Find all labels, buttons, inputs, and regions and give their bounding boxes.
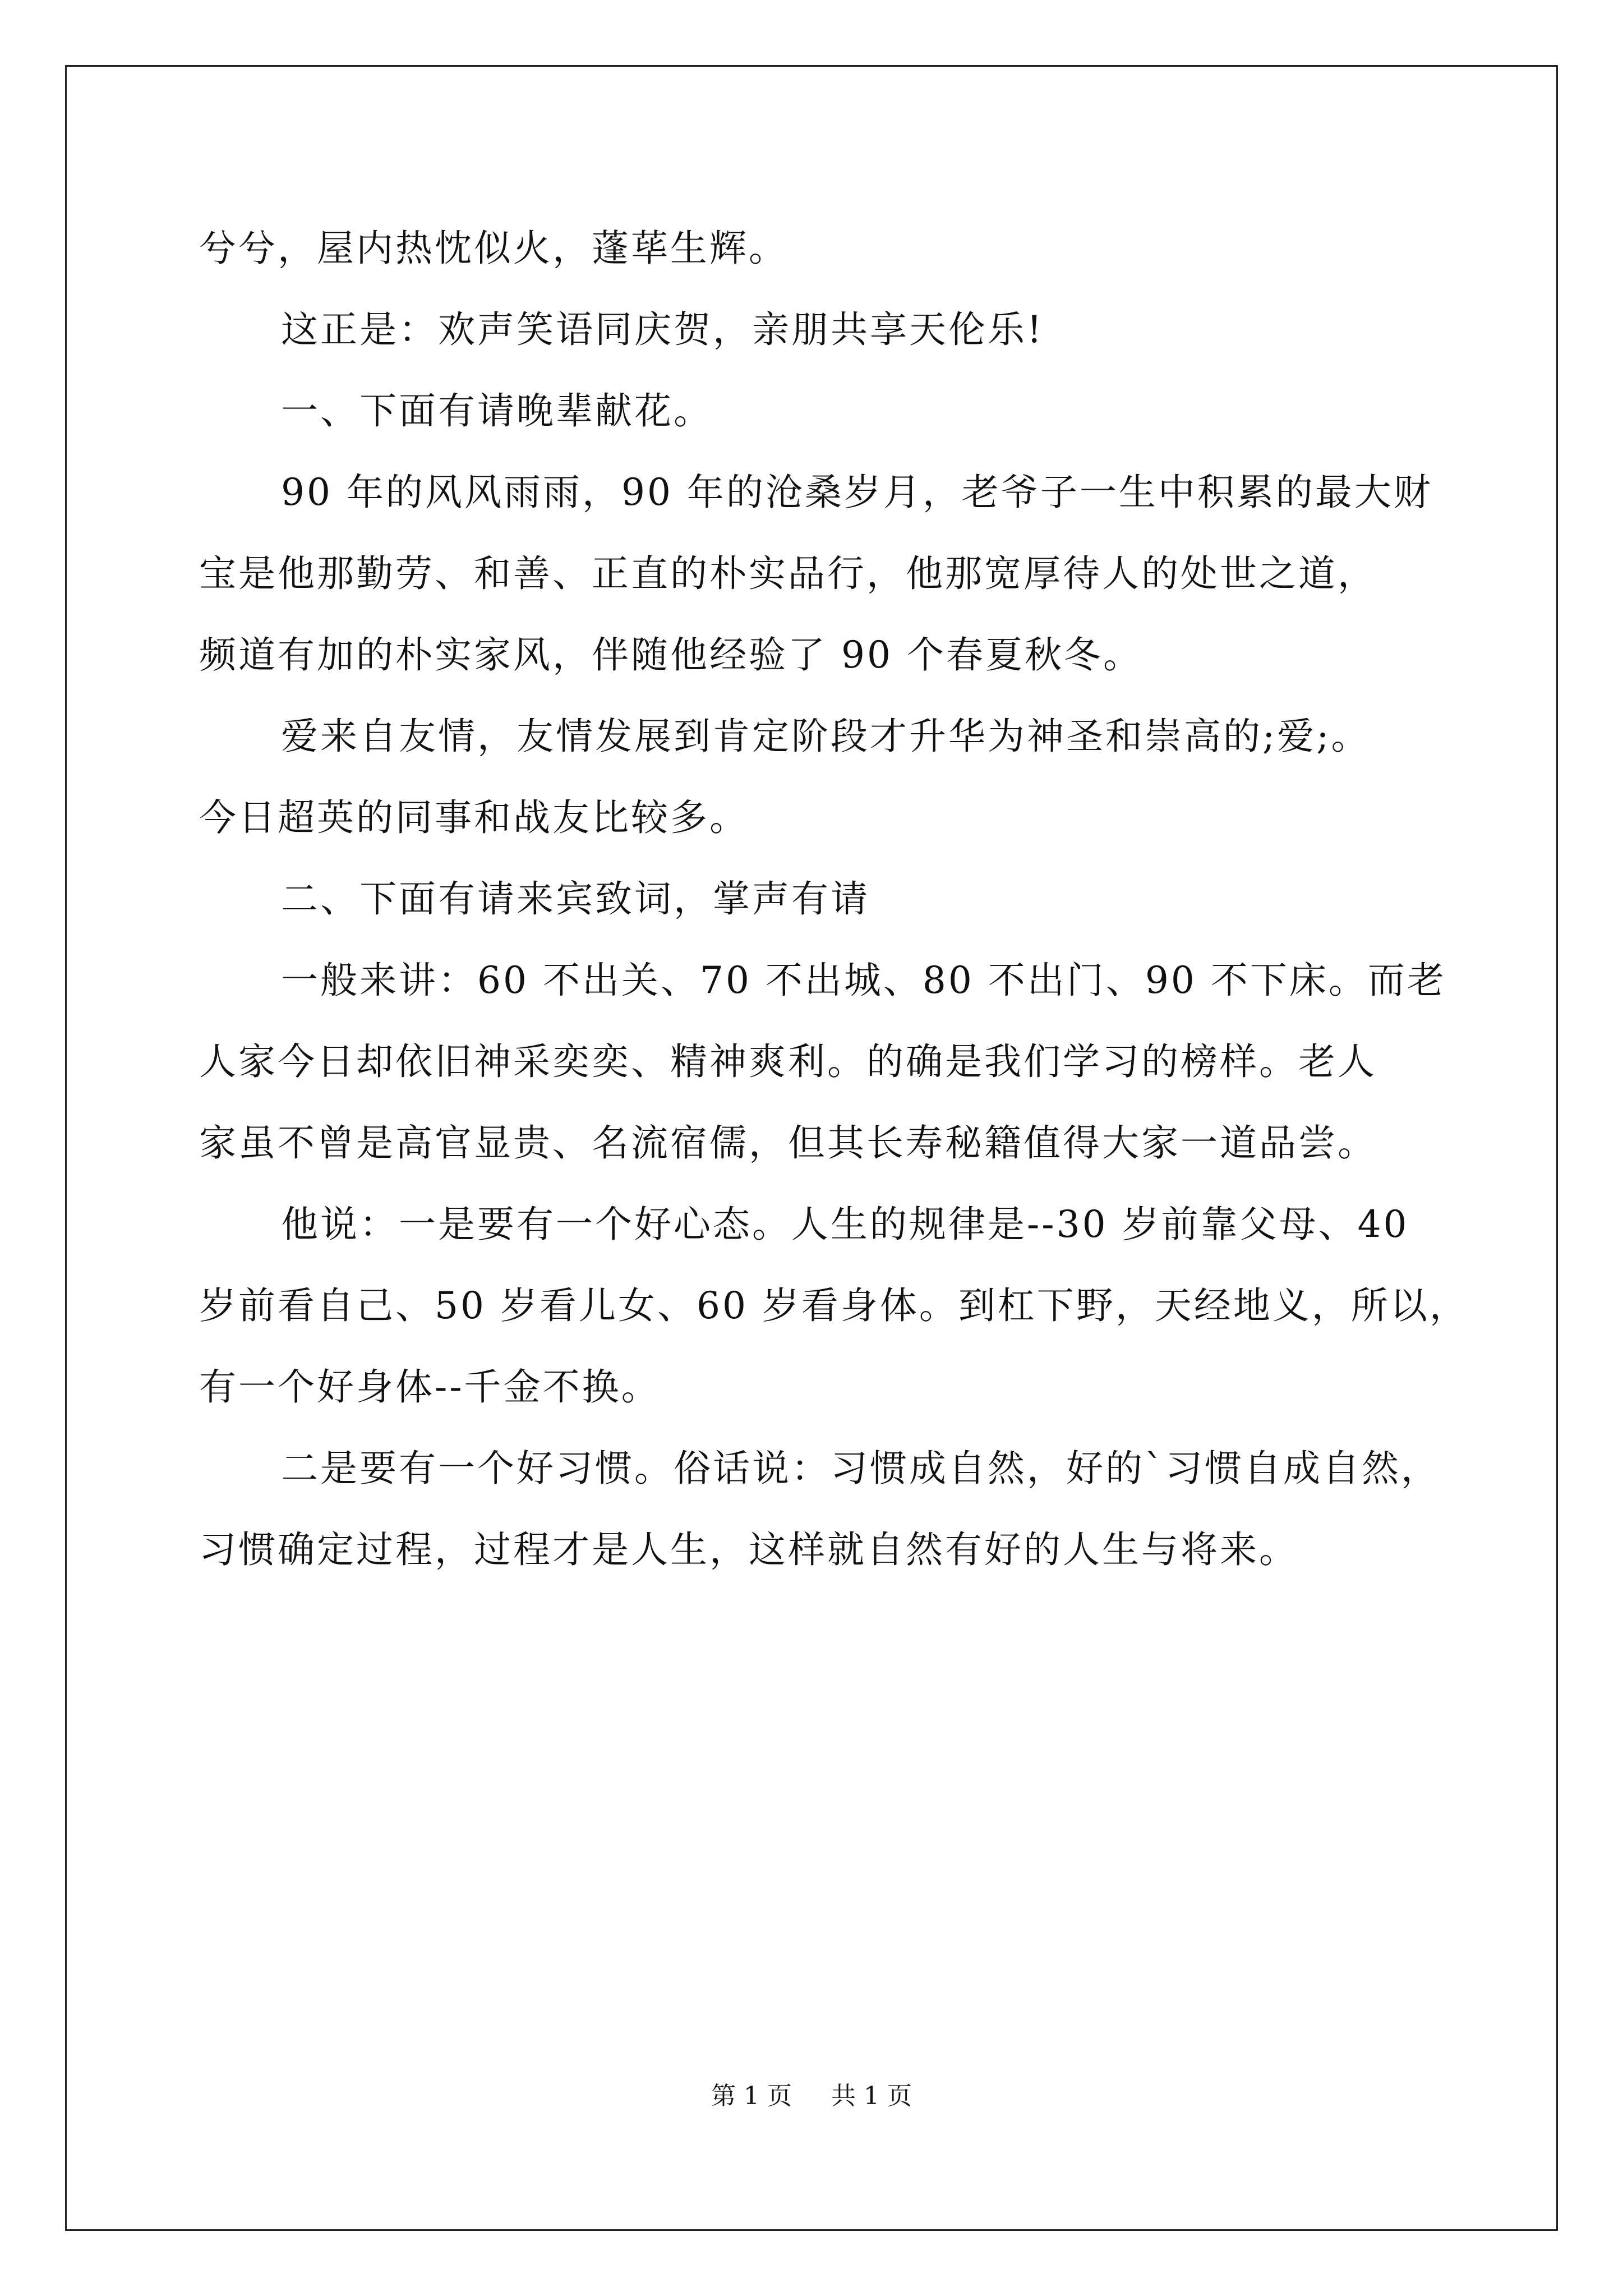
page-footer xyxy=(0,2076,1623,2111)
text-line: 这正是：欢声笑语同庆贺，亲朋共享天伦乐! xyxy=(281,308,1044,351)
text-line: 二、下面有请来宾致词，掌声有请 xyxy=(281,877,870,921)
text-line: 一般来讲：60 不出关、70 不出城、80 不出门、90 不下床。而老 xyxy=(281,959,1446,1002)
text-line: 频道有加的朴实家风，伴随他经验了 90 个春夏秋冬。 xyxy=(199,633,1142,677)
text-line: 兮兮，屋内热忱似火，蓬荜生辉。 xyxy=(199,227,788,270)
text-line: 宝是他那勤劳、和善、正直的朴实品行，他那宽厚待人的处世之道， xyxy=(199,552,1377,595)
text-line: 今日超英的同事和战友比较多。 xyxy=(199,796,749,839)
text-line: 爱来自友情，友情发展到肯定阶段才升华为神圣和崇高的;爱;。 xyxy=(281,715,1371,758)
text-line: 习惯确定过程，过程才是人生，这样就自然有好的人生与将来。 xyxy=(199,1528,1298,1571)
text-line: 有一个好身体--千金不换。 xyxy=(199,1365,661,1409)
text-line: 一、下面有请晚辈献花。 xyxy=(281,389,713,432)
text-line: 二是要有一个好习惯。俗话说：习惯成自然，好的`习惯自成自然， xyxy=(281,1447,1440,1490)
text-line: 90 年的风风雨雨，90 年的沧桑岁月，老爷子一生中积累的最大财 xyxy=(281,471,1433,514)
text-line: 家虽不曾是高官显贵、名流宿儒，但其长寿秘籍值得大家一道品尝。 xyxy=(199,1121,1377,1165)
document-body xyxy=(199,208,1469,1590)
text-line: 岁前看自己、50 岁看儿女、60 岁看身体。到杠下野，天经地义，所以， xyxy=(199,1284,1469,1327)
text-line: 他说：一是要有一个好心态。人生的规律是--30 岁前靠父母、40 xyxy=(281,1203,1409,1246)
text-line: 人家今日却依旧神采奕奕、精神爽利。的确是我们学习的榜样。老人 xyxy=(199,1040,1377,1083)
page-total: 共 1 页 xyxy=(831,2082,912,2110)
page-number: 第 1 页 xyxy=(711,2082,792,2110)
